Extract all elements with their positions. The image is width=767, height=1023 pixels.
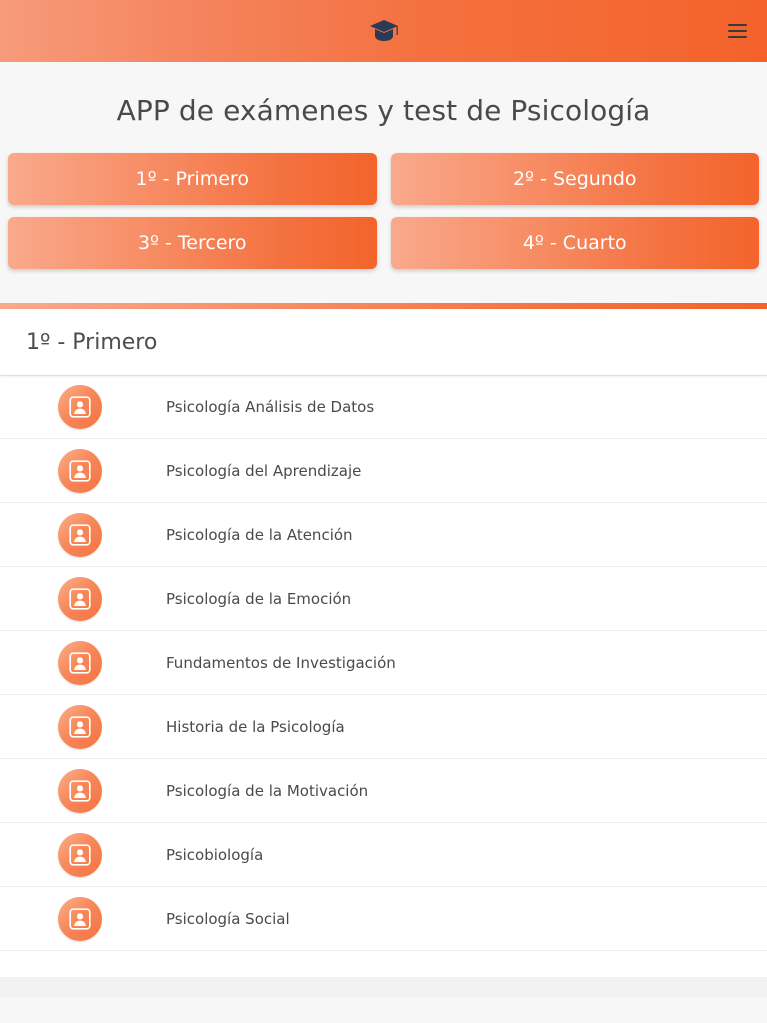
contact-card-icon [58, 705, 102, 749]
list-item-label: Psicología de la Motivación [166, 781, 369, 800]
list-item[interactable] [0, 631, 767, 695]
subject-section [0, 303, 767, 977]
list-item-label: Psicología Análisis de Datos [166, 398, 375, 416]
section-title: 1º - Primero [0, 309, 767, 375]
list-item-label: Psicología Social [166, 909, 290, 928]
year-button-2[interactable]: 2º - Segundo [391, 153, 760, 205]
contact-card-icon [58, 577, 102, 621]
list-item[interactable] [0, 503, 767, 567]
year-button-3[interactable]: 3º - Tercero [8, 217, 377, 269]
list-item[interactable] [0, 887, 767, 951]
list-item[interactable] [0, 823, 767, 887]
list-item[interactable] [0, 439, 767, 503]
contact-card-icon [58, 833, 102, 877]
contact-card-icon [58, 449, 102, 493]
hamburger-menu-icon[interactable] [721, 15, 753, 47]
contact-card-icon [58, 641, 102, 685]
list-item-label: Fundamentos de Investigación [166, 653, 396, 672]
year-button-1[interactable]: 1º - Primero [8, 153, 377, 205]
page-title: APP de exámenes y test de Psicología [116, 94, 651, 127]
list-item-label: Psicobiología [166, 845, 264, 864]
year-selector [0, 153, 767, 269]
list-item[interactable] [0, 695, 767, 759]
list-item[interactable] [0, 567, 767, 631]
list-item-label: Historia de la Psicología [166, 717, 345, 736]
list-item-label: Psicología de la Atención [166, 525, 353, 544]
list-item-label: Psicología de la Emoción [166, 589, 352, 608]
year-button-4[interactable]: 4º - Cuarto [391, 217, 760, 269]
subject-list [0, 375, 767, 977]
list-item[interactable] [0, 759, 767, 823]
list-item[interactable] [0, 375, 767, 439]
contact-card-icon [58, 513, 102, 557]
contact-card-icon [58, 897, 102, 941]
contact-card-icon [58, 385, 102, 429]
app-bar [0, 0, 767, 62]
list-item-label: Psicología del Aprendizaje [166, 461, 362, 480]
graduation-cap-icon [367, 14, 401, 48]
list-bottom-spacer [0, 951, 767, 977]
contact-card-icon [58, 769, 102, 813]
page-footer-spacer [0, 977, 767, 997]
